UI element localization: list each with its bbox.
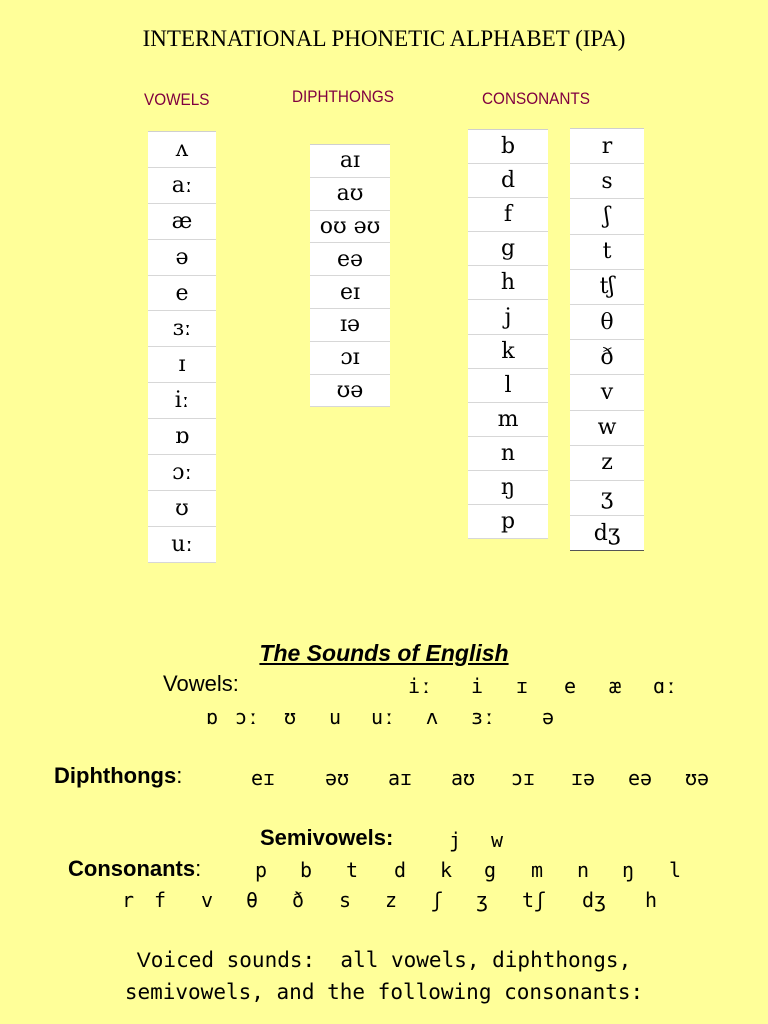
phoneme: ʌ [425, 705, 439, 729]
phoneme: ɔɪ [510, 766, 536, 790]
ipa-symbol-cell: m [468, 403, 548, 437]
phoneme: ɜː [470, 705, 496, 729]
voiced-sounds-line-2: semivowels, and the following consonants: [124, 980, 644, 1004]
ipa-symbol-cell: l [468, 369, 548, 403]
ipa-symbol-cell: ʒ [570, 481, 644, 516]
phoneme: t [345, 858, 359, 882]
phoneme: ɪ [515, 674, 529, 698]
ipa-symbol-cell: iː [148, 383, 216, 419]
ipa-symbol-cell: aʊ [310, 178, 390, 211]
ipa-symbol-cell: b [468, 130, 548, 164]
phoneme: ŋ [621, 858, 635, 882]
ipa-symbol-cell: tʃ [570, 270, 644, 305]
ipa-symbol-cell: ɪə [310, 309, 390, 342]
ipa-symbol-cell: ɔɪ [310, 342, 390, 375]
phoneme: ə [541, 705, 555, 729]
ipa-symbol-cell: n [468, 437, 548, 471]
phoneme: aʊ [450, 766, 476, 790]
ipa-symbol-cell: aɪ [310, 145, 390, 178]
phoneme: b [299, 858, 313, 882]
phoneme: e [563, 674, 577, 698]
ipa-symbol-cell: p [468, 505, 548, 539]
phoneme: ʊə [684, 766, 710, 790]
ipa-symbol-cell: æ [148, 204, 216, 240]
phoneme: g [483, 858, 497, 882]
ipa-symbol-cell: ɜː [148, 311, 216, 347]
phoneme: w [490, 828, 504, 852]
diphthongs-column [310, 144, 390, 407]
phoneme: ʊ [283, 705, 297, 729]
phoneme: v [200, 888, 214, 912]
phoneme: r [121, 888, 135, 912]
phoneme: k [439, 858, 453, 882]
phoneme: ð [291, 888, 305, 912]
ipa-symbol-cell: eə [310, 243, 390, 276]
ipa-symbol-cell: ɒ [148, 419, 216, 455]
ipa-symbol-cell: k [468, 335, 548, 369]
ipa-symbol-cell: d [468, 164, 548, 198]
ipa-symbol-cell: ʌ [148, 132, 216, 168]
phoneme: l [668, 858, 682, 882]
diphthongs-label: Diphthongs: [54, 763, 183, 788]
consonants-label: Consonants: [68, 856, 202, 881]
phoneme: ɔː [234, 705, 260, 729]
phoneme: d [393, 858, 407, 882]
ipa-symbol-cell: ɔː [148, 455, 216, 491]
phoneme: ɑː [652, 674, 678, 698]
ipa-symbol-cell: z [570, 446, 644, 481]
consonants-column-2 [570, 128, 644, 551]
phoneme: aɪ [387, 766, 413, 790]
ipa-symbol-cell: g [468, 232, 548, 266]
diphthongs-header: DIPHTHONGS [292, 87, 395, 106]
vowels-label: Vowels: [163, 671, 239, 696]
phoneme: u [328, 705, 342, 729]
ipa-symbol-cell: ɪ [148, 347, 216, 383]
ipa-symbol-cell: ʃ [570, 199, 644, 234]
phoneme: eə [627, 766, 653, 790]
phoneme: s [338, 888, 352, 912]
ipa-symbol-cell: aː [148, 168, 216, 204]
ipa-symbol-cell: ə [148, 240, 216, 276]
page-title: INTERNATIONAL PHONETIC ALPHABET (IPA) [142, 26, 626, 51]
vowels-header: VOWELS [144, 90, 210, 109]
ipa-symbol-cell: uː [148, 527, 216, 563]
phoneme: ʒ [475, 888, 489, 912]
ipa-symbol-cell: ŋ [468, 471, 548, 505]
semivowels-label: Semivowels: [260, 825, 394, 850]
phoneme: uː [370, 705, 396, 729]
ipa-symbol-cell: t [570, 235, 644, 270]
phoneme: θ [245, 888, 259, 912]
ipa-symbol-cell: oʊ əʊ [310, 211, 390, 244]
phoneme: ɪə [570, 766, 596, 790]
ipa-symbol-cell: h [468, 266, 548, 300]
phoneme: z [384, 888, 398, 912]
phoneme: i [470, 674, 484, 698]
phoneme: j [448, 828, 462, 852]
phoneme: ɒ [205, 705, 219, 729]
phoneme: p [254, 858, 268, 882]
ipa-symbol-cell: ð [570, 340, 644, 375]
ipa-symbol-cell: f [468, 198, 548, 232]
phoneme: iː [407, 674, 433, 698]
phoneme: æ [608, 674, 622, 698]
phoneme: m [530, 858, 544, 882]
ipa-symbol-cell: w [570, 411, 644, 446]
ipa-symbol-cell: ʊə [310, 375, 390, 408]
ipa-symbol-cell: v [570, 375, 644, 410]
ipa-symbol-cell: θ [570, 305, 644, 340]
ipa-symbol-cell: r [570, 129, 644, 164]
vowels-column [148, 131, 216, 563]
consonants-column-1 [468, 129, 548, 539]
ipa-symbol-cell: j [468, 300, 548, 334]
sounds-title: The Sounds of English [259, 640, 509, 666]
phoneme: ʃ [430, 888, 444, 912]
phoneme: eɪ [250, 766, 276, 790]
phoneme: h [644, 888, 658, 912]
phoneme: n [576, 858, 590, 882]
phoneme: əʊ [324, 766, 350, 790]
ipa-symbol-cell: ʊ [148, 491, 216, 527]
ipa-symbol-cell: dʒ [570, 516, 644, 551]
ipa-symbol-cell: e [148, 276, 216, 312]
ipa-symbol-cell: eɪ [310, 276, 390, 309]
phoneme: f [153, 888, 167, 912]
consonants-header: CONSONANTS [482, 89, 590, 108]
ipa-symbol-cell: s [570, 164, 644, 199]
phoneme: tʃ [521, 888, 547, 912]
phoneme: dʒ [581, 888, 607, 912]
voiced-sounds-line-1: Voiced sounds: all vowels, diphthongs, [136, 948, 632, 972]
